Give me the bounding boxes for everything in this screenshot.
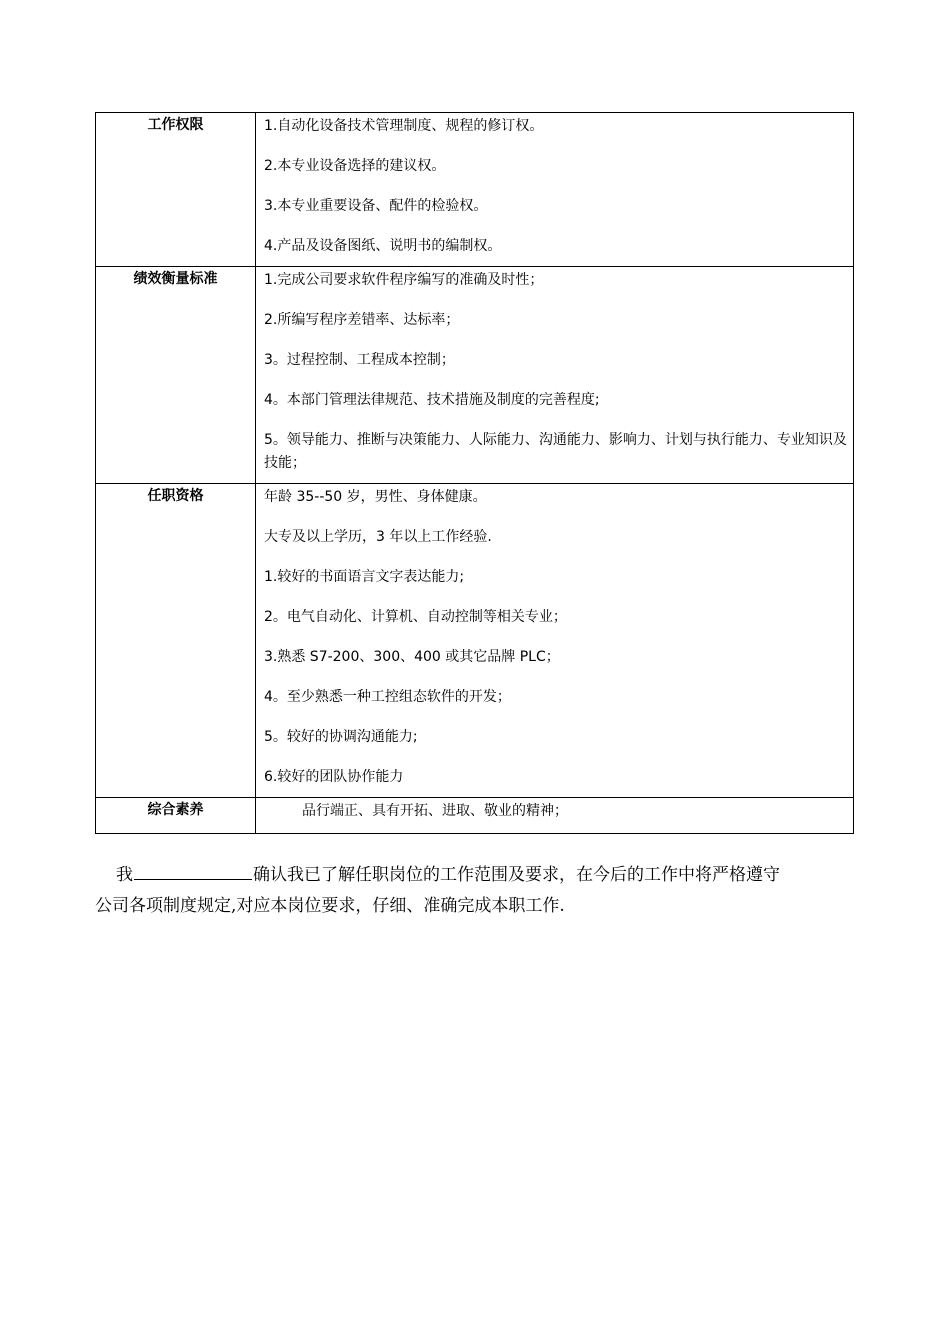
row-label-performance: 绩效衡量标准 [96,267,256,484]
list-item: 5。较好的协调沟通能力; [264,729,418,745]
list-item: 4。至少熟悉一种工控组态软件的开发； [264,689,511,705]
pledge-line-1 [95,860,855,891]
row-content-authority [256,113,854,267]
list-item: 1.自动化设备技术管理制度、规程的修订权。 [264,118,544,134]
row-content-quality [256,798,854,834]
row-content-performance [256,267,854,484]
table-row-quality [96,798,854,834]
pledge-line-2: 公司各项制度规定,对应本岗位要求，仔细、准确完成本职工作. [95,896,565,916]
list-item: 3.本专业重要设备、配件的检验权。 [264,198,488,214]
job-description-table [95,112,854,834]
list-item: 1.完成公司要求软件程序编写的准确及时性； [264,272,544,288]
table-row-qualification [96,484,854,798]
list-item: 4.产品及设备图纸、说明书的编制权。 [264,238,502,254]
list-item: 品行端正、具有开拓、进取、敬业的精神； [302,803,568,819]
list-item: 2。电气自动化、计算机、自动控制等相关专业； [264,609,567,625]
row-label-quality: 综合素养 [96,798,256,834]
list-item: 1.较好的书面语言文字表达能力; [264,569,465,585]
list-item: 3。过程控制、工程成本控制； [264,352,455,368]
row-label-qualification: 任职资格 [96,484,256,798]
list-item: 6.较好的团队协作能力 [264,769,404,785]
list-item: 3.熟悉 S7-200、300、400 或其它品牌 PLC； [264,649,560,665]
list-item: 大专及以上学历，3 年以上工作经验. [264,529,492,545]
pledge-line-1-text: 确认我已了解任职岗位的工作范围及要求，在今后的工作中将严格遵守 [253,865,780,885]
pledge-statement [95,860,855,922]
name-blank-field[interactable] [134,861,252,880]
list-item: 2.本专业设备选择的建议权。 [264,158,446,174]
row-content-qualification [256,484,854,798]
table-row-performance [96,267,854,484]
list-item: 5。领导能力、推断与决策能力、人际能力、沟通能力、影响力、计划与执行能力、专业知识及技能； [264,432,847,471]
list-item: 2.所编写程序差错率、达标率； [264,312,460,328]
list-item: 年龄 35--50 岁，男性、身体健康。 [264,489,487,505]
row-label-authority: 工作权限 [96,113,256,267]
table-row-authority [96,113,854,267]
pledge-prefix: 我 [116,865,133,885]
list-item: 4。本部门管理法律规范、技术措施及制度的完善程度; [264,392,600,408]
